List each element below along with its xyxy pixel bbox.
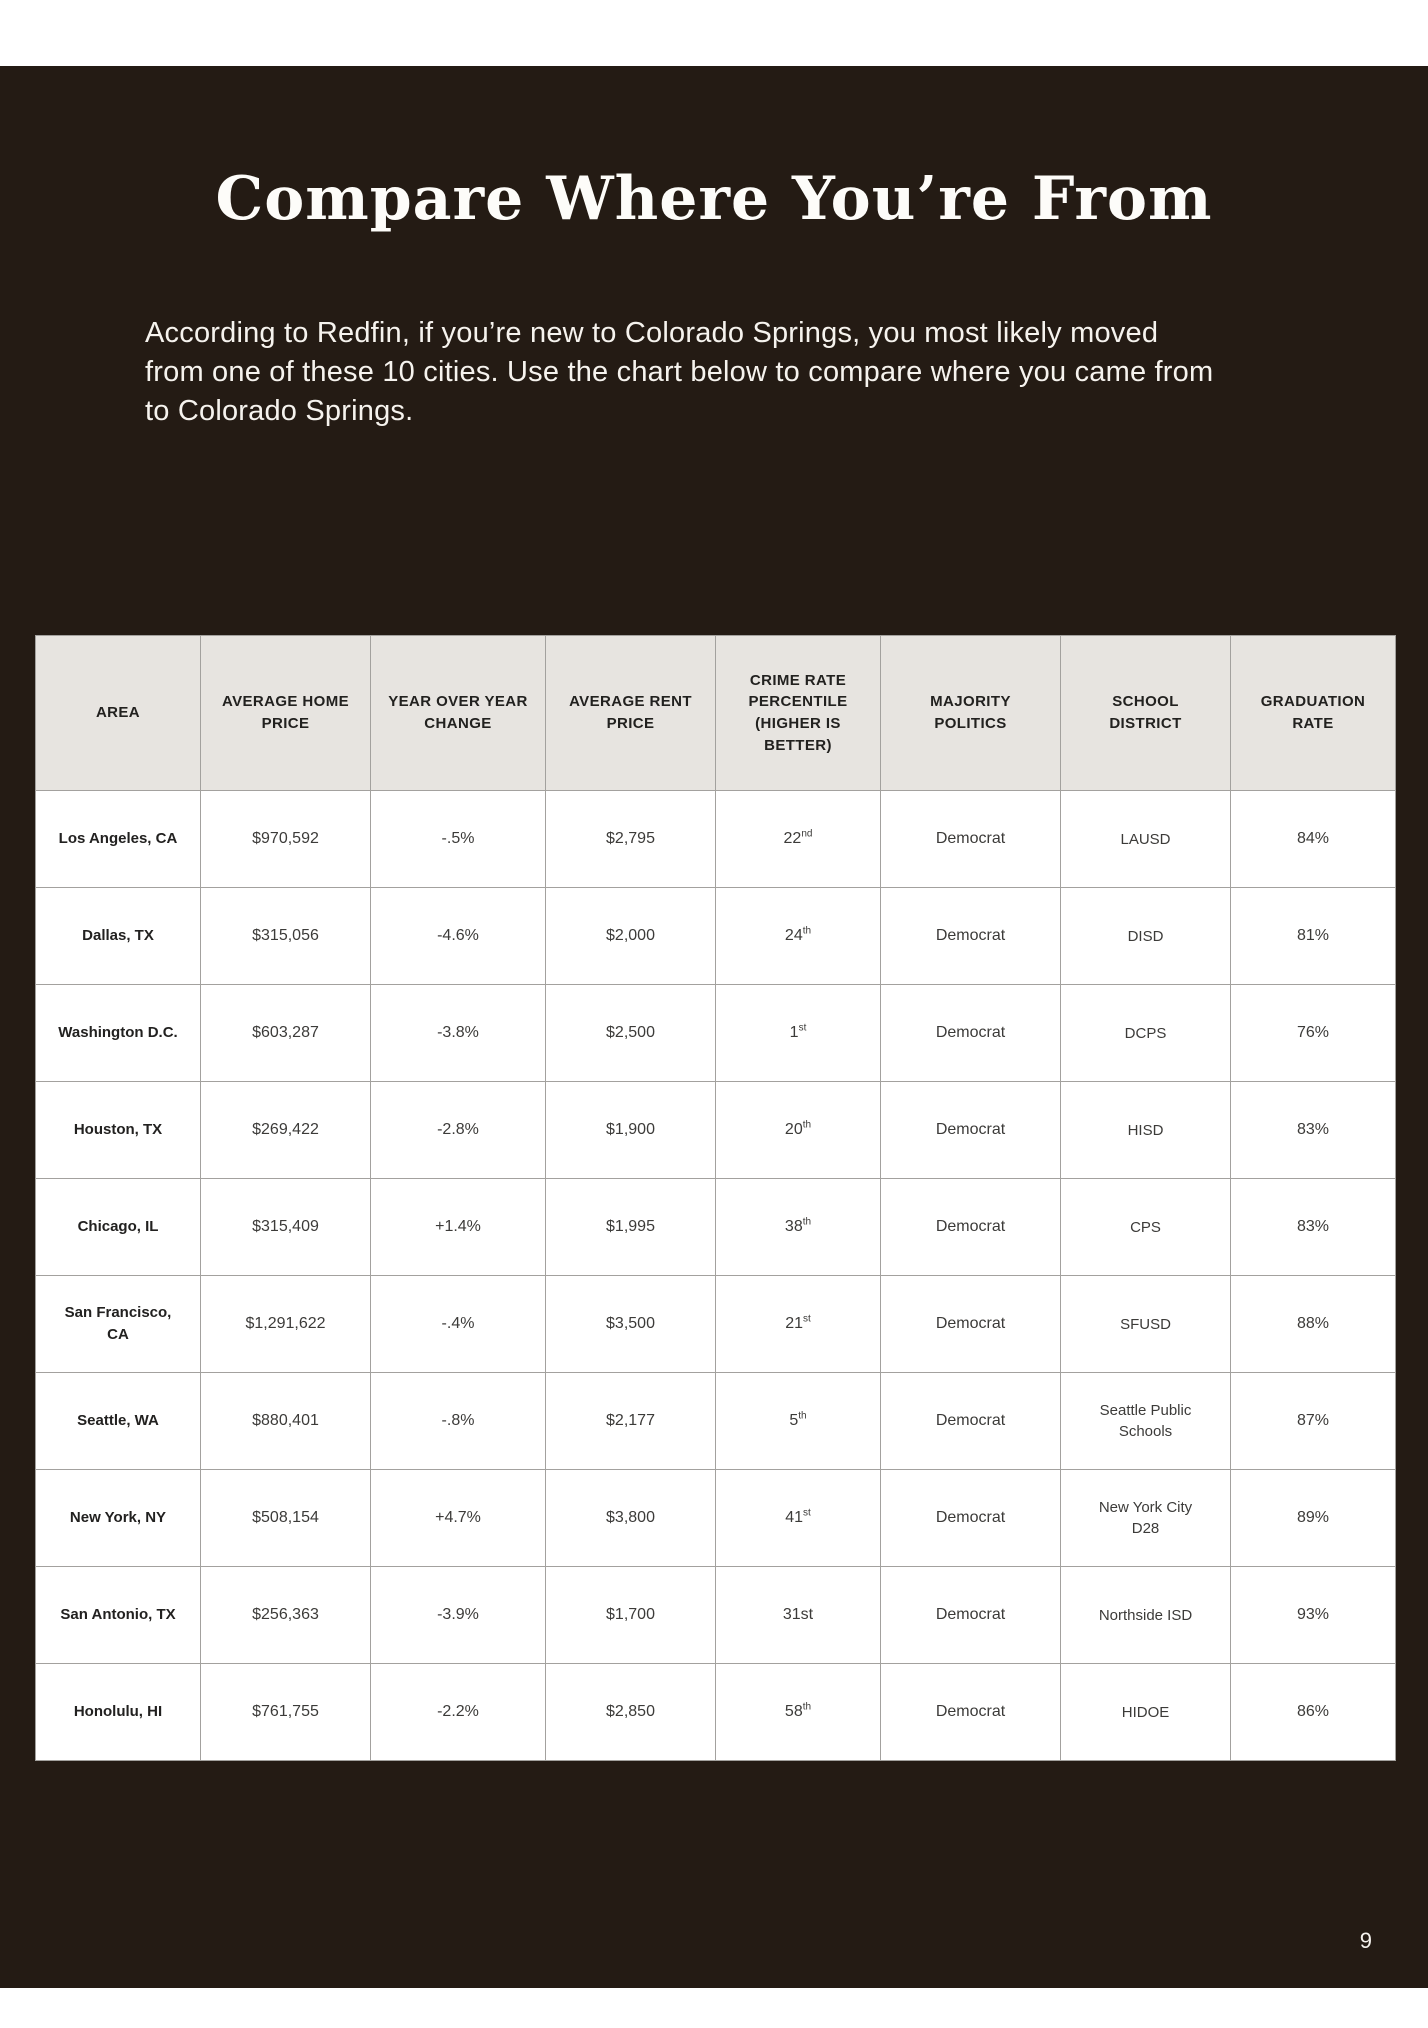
cell-politics: Democrat: [881, 888, 1061, 985]
cell-graduation-rate: 86%: [1231, 1664, 1396, 1761]
col-header-school-district: SCHOOL DISTRICT: [1061, 636, 1231, 791]
cell-yoy-change: -.8%: [371, 1373, 546, 1470]
cell-rent-price: $3,500: [546, 1276, 716, 1373]
cell-home-price: $508,154: [201, 1470, 371, 1567]
cell-crime-percentile: [716, 1179, 881, 1276]
table-row: [36, 791, 1396, 888]
table-header-row: [36, 636, 1396, 791]
cell-school-district: SFUSD: [1061, 1276, 1231, 1373]
ordinal-suffix: th: [798, 1410, 807, 1422]
cell-politics: Democrat: [881, 1470, 1061, 1567]
cell-graduation-rate: 87%: [1231, 1373, 1396, 1470]
ordinal-suffix: th: [802, 1216, 812, 1228]
col-header-area: AREA: [36, 636, 201, 791]
crime-number: 22: [783, 829, 802, 847]
cell-crime-percentile: [716, 985, 881, 1082]
cell-area: San Francisco, CA: [36, 1276, 201, 1373]
ordinal-suffix: st: [798, 1022, 807, 1034]
table-row: [36, 985, 1396, 1082]
cell-school-district: HIDOE: [1061, 1664, 1231, 1761]
comparison-table: [35, 635, 1395, 1761]
cell-area: Dallas, TX: [36, 888, 201, 985]
table-row: [36, 1276, 1396, 1373]
crime-number: 21: [785, 1314, 803, 1332]
cell-graduation-rate: 81%: [1231, 888, 1396, 985]
ordinal-suffix: st: [803, 1313, 811, 1325]
cell-yoy-change: -3.9%: [371, 1567, 546, 1664]
cell-rent-price: $1,900: [546, 1082, 716, 1179]
cell-yoy-change: -4.6%: [371, 888, 546, 985]
crime-number: 5: [789, 1411, 799, 1429]
cell-rent-price: $2,850: [546, 1664, 716, 1761]
cell-area: Houston, TX: [36, 1082, 201, 1179]
cell-home-price: $761,755: [201, 1664, 371, 1761]
cell-politics: Democrat: [881, 985, 1061, 1082]
table-row: [36, 1082, 1396, 1179]
cell-crime-percentile: [716, 791, 881, 888]
cell-rent-price: $1,995: [546, 1179, 716, 1276]
cell-politics: Democrat: [881, 1567, 1061, 1664]
cell-area: Honolulu, HI: [36, 1664, 201, 1761]
cell-crime-percentile: [716, 1082, 881, 1179]
cell-school-district: Seattle Public Schools: [1061, 1373, 1231, 1470]
crime-number: 38: [784, 1217, 803, 1235]
page-number: 9: [1359, 1928, 1372, 1953]
cell-graduation-rate: 88%: [1231, 1276, 1396, 1373]
cell-home-price: $1,291,622: [201, 1276, 371, 1373]
cell-yoy-change: -.4%: [371, 1276, 546, 1373]
cell-graduation-rate: 89%: [1231, 1470, 1396, 1567]
intro-paragraph: According to Redfin, if you’re new to Colorado Springs, you most likely moved from one of these 10 cities. Use the chart below to compare where you came from to Colorado Springs.: [145, 317, 1214, 428]
cell-graduation-rate: 76%: [1231, 985, 1396, 1082]
cell-school-district: Northside ISD: [1061, 1567, 1231, 1664]
cell-crime-percentile: [716, 1276, 881, 1373]
cell-graduation-rate: 93%: [1231, 1567, 1396, 1664]
cell-crime-percentile: [716, 1373, 881, 1470]
ordinal-suffix: th: [802, 925, 812, 937]
cell-rent-price: $2,500: [546, 985, 716, 1082]
cell-area: Los Angeles, CA: [36, 791, 201, 888]
cell-area: Washington D.C.: [36, 985, 201, 1082]
cell-crime-percentile: [716, 888, 881, 985]
cell-yoy-change: +1.4%: [371, 1179, 546, 1276]
cell-politics: Democrat: [881, 1179, 1061, 1276]
cell-rent-price: $2,795: [546, 791, 716, 888]
cell-politics: Democrat: [881, 1276, 1061, 1373]
cell-home-price: $269,422: [201, 1082, 371, 1179]
crime-number: 58: [784, 1702, 803, 1720]
cell-home-price: $970,592: [201, 791, 371, 888]
cell-area: San Antonio, TX: [36, 1567, 201, 1664]
page-title: Compare Where You’re From: [215, 164, 1213, 234]
cell-politics: Democrat: [881, 1373, 1061, 1470]
cell-yoy-change: -2.8%: [371, 1082, 546, 1179]
cell-school-district: HISD: [1061, 1082, 1231, 1179]
col-header-graduation-rate: GRADUATION RATE: [1231, 636, 1396, 791]
cell-yoy-change: -2.2%: [371, 1664, 546, 1761]
cell-politics: Democrat: [881, 791, 1061, 888]
cell-graduation-rate: 84%: [1231, 791, 1396, 888]
cell-area: Seattle, WA: [36, 1373, 201, 1470]
cell-graduation-rate: 83%: [1231, 1082, 1396, 1179]
cell-yoy-change: -3.8%: [371, 985, 546, 1082]
cell-school-district: New York City D28: [1061, 1470, 1231, 1567]
table-row: [36, 888, 1396, 985]
cell-crime-percentile: [716, 1567, 881, 1664]
cell-crime-percentile: [716, 1470, 881, 1567]
col-header-home-price: AVERAGE HOME PRICE: [201, 636, 371, 791]
table-row: [36, 1470, 1396, 1567]
cell-yoy-change: +4.7%: [371, 1470, 546, 1567]
cell-home-price: $603,287: [201, 985, 371, 1082]
col-header-rent-price: AVERAGE RENT PRICE: [546, 636, 716, 791]
crime-number: 24: [784, 926, 803, 944]
cell-school-district: DCPS: [1061, 985, 1231, 1082]
col-header-crime-percentile: CRIME RATE PERCENTILE (HIGHER IS BETTER): [716, 636, 881, 791]
crime-number: 41: [785, 1508, 803, 1526]
cell-school-district: LAUSD: [1061, 791, 1231, 888]
table-row: [36, 1567, 1396, 1664]
cell-area: Chicago, IL: [36, 1179, 201, 1276]
cell-yoy-change: -.5%: [371, 791, 546, 888]
cell-politics: Democrat: [881, 1082, 1061, 1179]
cell-crime-percentile: [716, 1664, 881, 1761]
cell-school-district: CPS: [1061, 1179, 1231, 1276]
cell-rent-price: $2,177: [546, 1373, 716, 1470]
table-row: [36, 1664, 1396, 1761]
cell-graduation-rate: 83%: [1231, 1179, 1396, 1276]
cell-politics: Democrat: [881, 1664, 1061, 1761]
col-header-yoy-change: YEAR OVER YEAR CHANGE: [371, 636, 546, 791]
ordinal-suffix: th: [802, 1701, 812, 1713]
cell-home-price: $880,401: [201, 1373, 371, 1470]
page-background: [0, 66, 1428, 1988]
col-header-politics: MAJORITY POLITICS: [881, 636, 1061, 791]
cell-rent-price: $2,000: [546, 888, 716, 985]
ordinal-suffix: st: [803, 1507, 811, 1519]
table-row: [36, 1373, 1396, 1470]
crime-number: 1: [789, 1023, 799, 1041]
cell-rent-price: $1,700: [546, 1567, 716, 1664]
cell-school-district: DISD: [1061, 888, 1231, 985]
ordinal-suffix: th: [802, 1119, 812, 1131]
crime-number: 31st: [782, 1605, 814, 1623]
cell-home-price: $315,409: [201, 1179, 371, 1276]
cell-home-price: $256,363: [201, 1567, 371, 1664]
cell-area: New York, NY: [36, 1470, 201, 1567]
table-row: [36, 1179, 1396, 1276]
ordinal-suffix: nd: [801, 828, 813, 840]
crime-number: 20: [784, 1120, 803, 1138]
cell-rent-price: $3,800: [546, 1470, 716, 1567]
cell-home-price: $315,056: [201, 888, 371, 985]
